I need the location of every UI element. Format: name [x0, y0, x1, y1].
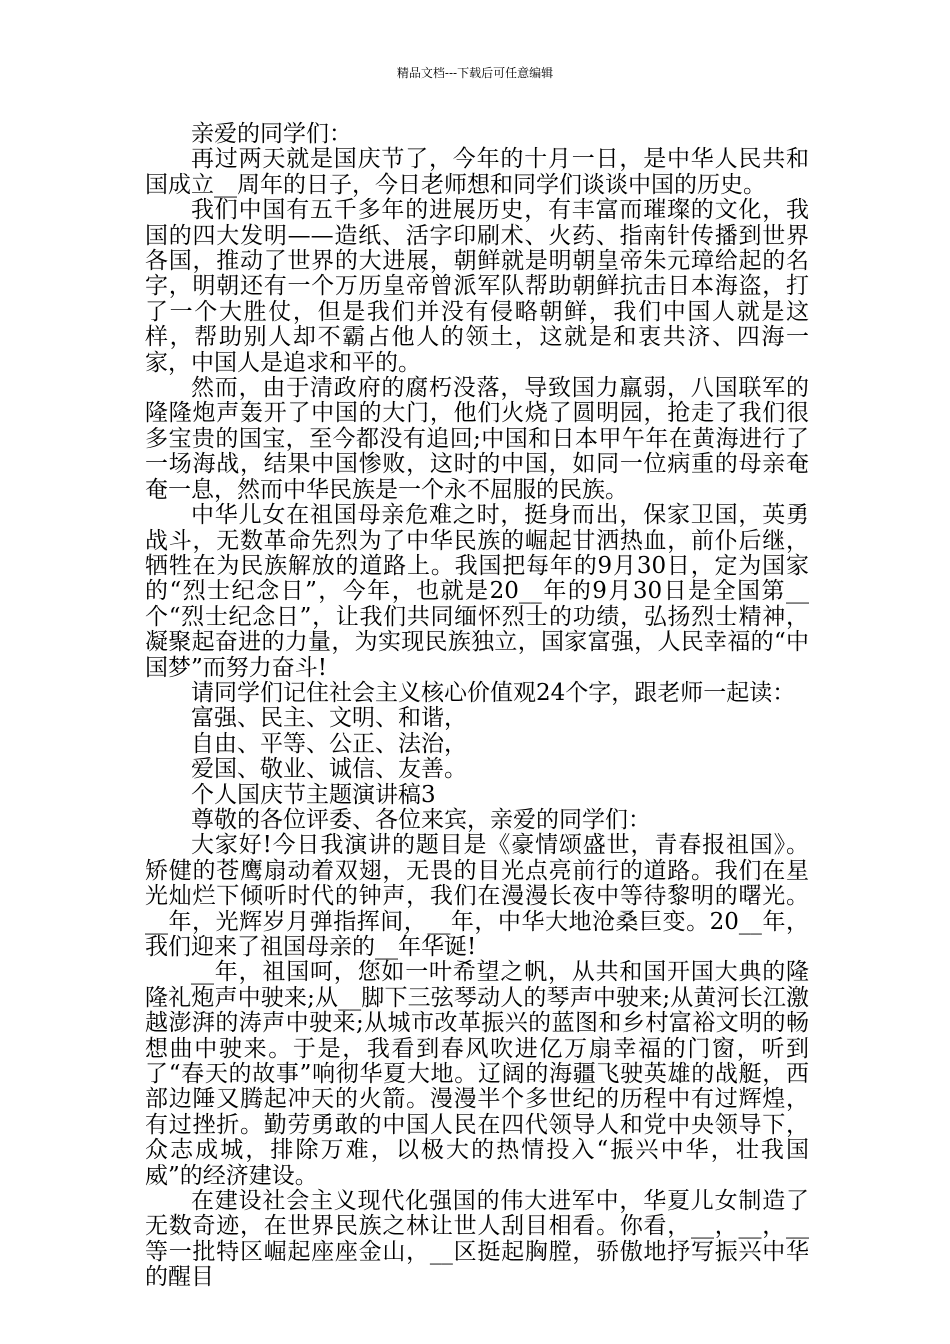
paragraph: __年，祖国呵，您如一叶希望之帆，从共和国开国大典的隆隆礼炮声中驶来;从__脚下三弦琴动人的琴声中驶来;从黄河长江激越澎湃的涛声中驶来;从城市改革振兴的蓝图和乡村富裕文明的畅想曲中驶来。于是，我看到春风吹进亿万扇幸福的门窗，听到了“春天的故事”响彻华夏大地。辽阔的海疆飞驶英雄的战艇，西部边陲又腾起冲天的火箭。漫漫半个多世纪的历程中有过辉煌，有过挫折。勤劳勇敢的中国人民在四代领导人和党中央领导下，众志成城，排除万难，以极大的热情投入“振兴中华，壮我国威”的经济建设。: [145, 959, 809, 1189]
page-header: 精品文档---下载后可任意编辑: [396, 66, 554, 80]
values-line: 富强、民主、文明、和谐，: [191, 705, 467, 732]
paragraph-greeting: 亲爱的同学们：: [191, 121, 352, 147]
section-title: 个人国庆节主题演讲稿3: [191, 781, 436, 808]
paragraph: 中华儿女在祖国母亲危难之时，挺身而出，保家卫国，英勇战斗，无数革命先烈为了中华民族的崛起甘洒热血，前仆后继，牺牲在为民族解放的道路上。我国把每年的9月30日，定为国家的“烈士纪念日”，今年，也就是20__年的9月30日是全国第__个“烈士纪念日”，让我们共同缅怀烈士的功绩，弘扬烈士精神，凝聚起奋进的力量，为实现民族独立，国家富强，人民幸福的“中国梦”而努力奋斗!: [145, 502, 809, 681]
paragraph: 我们中国有五千多年的进展历史，有丰富而璀璨的文化，我国的四大发明——造纸、活字印刷术、火药、指南针传播到世界各国，推动了世界的大进展，朝鲜就是明朝皇帝朱元璋给起的名字，明朝还有一个万历皇帝曾派军队帮助朝鲜抗击日本海盗，打了一个大胜仗，但是我们并没有侵略朝鲜，我们中国人就是这样，帮助别人却不霸占他人的领土，这就是和衷共济、四海一家，中国人是追求和平的。: [145, 197, 809, 376]
paragraph: 在建设社会主义现代化强国的伟大进军中，华夏儿女制造了无数奇迹，在世界民族之林让世人刮目相看。你看，__，__，__等一批特区崛起座座金山，__区挺起胸膛，骄傲地抒写振兴中华的醒目: [145, 1188, 809, 1291]
values-line: 爱国、敬业、诚信、友善。: [191, 756, 467, 783]
values-line: 自由、平等、公正、法治，: [191, 730, 467, 757]
paragraph: 再过两天就是国庆节了，今年的十月一日，是中华人民共和国成立__周年的日子，今日老师想和同学们谈谈中国的历史。: [145, 146, 809, 198]
paragraph: 大家好!今日我演讲的题目是《豪情颂盛世，青春报祖国》。矫健的苍鹰扇动着双翅，无畏的目光点亮前行的道路。我们在星光灿烂下倾听时代的钟声，我们在漫漫长夜中等待黎明的曙光。__年，光辉岁月弹指挥间，__年，中华大地沧桑巨变。20__年，我们迎来了祖国母亲的__年华诞!: [145, 832, 809, 960]
paragraph: 请同学们记住社会主义核心价值观24个字，跟老师一起读：: [191, 679, 796, 706]
document-body: [145, 122, 809, 1291]
paragraph-salutation: 尊敬的各位评委、各位来宾，亲爱的同学们：: [191, 806, 651, 833]
paragraph: 然而，由于清政府的腐朽没落，导致国力羸弱，八国联军的隆隆炮声轰开了中国的大门，他们火烧了圆明园，抢走了我们很多宝贵的国宝，至今都没有追回;中国和日本甲午年在黄海进行了一场海战，结果中国惨败，这时的中国，如同一位病重的母亲奄奄一息，然而中华民族是一个永不屈服的民族。: [145, 375, 809, 503]
